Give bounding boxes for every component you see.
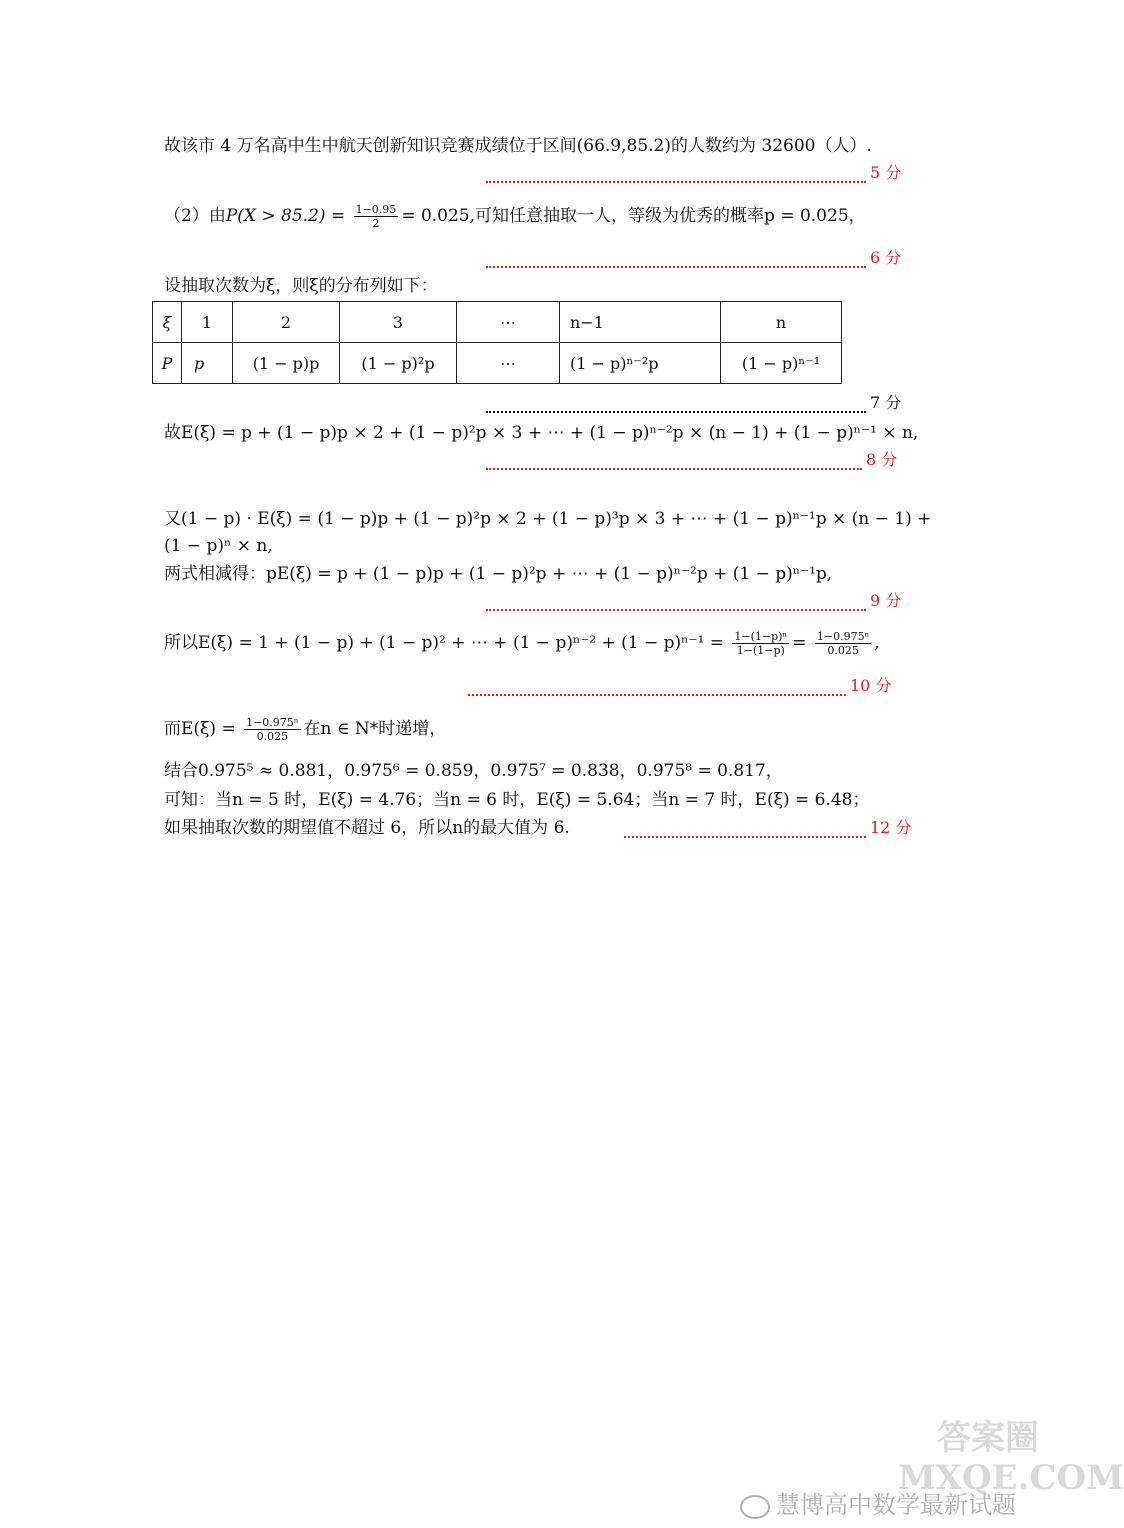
table-cell: 2: [233, 302, 340, 343]
fraction-expectation: $\frac{\text{1−0.975ⁿ}}{0.025}$: [816, 630, 870, 657]
table-cell: 3: [340, 302, 457, 343]
table-cell: (1 − p)²p: [340, 343, 457, 384]
table-cell: n−1: [560, 302, 721, 343]
text-line-12: 如果抽取次数的期望值不超过 6，所以n的最大值为 6.: [164, 818, 570, 838]
score-mark-12: 12 分: [624, 818, 911, 838]
line2-suffix: = 0.025,可知任意抽取一人，等级为优秀的概率p = 0.025，: [401, 206, 866, 226]
watermark-stamp: 答案圈 MXQE.COM: [898, 1418, 1124, 1498]
text-line-4: 故E(ξ) = p + (1 − p)p × 2 + (1 − p)²p × 3 + ⋯ + (1 − p)ⁿ⁻²p × (n − 1) + (1 − p)ⁿ⁻¹ × n,: [164, 423, 919, 443]
score-mark-9: 9 分: [486, 591, 901, 611]
text-line-9: [164, 716, 446, 743]
score-mark-7: 7 分: [486, 393, 901, 413]
score-mark-5: 5 分: [486, 163, 901, 183]
text-line-8: [164, 630, 880, 657]
line9-prefix: 而E(ξ) =: [164, 719, 236, 739]
text-line-10: 结合0.975⁵ ≈ 0.881，0.975⁶ = 0.859，0.975⁷ = 0.838，0.975⁸ = 0.817，: [164, 761, 783, 781]
table-cell: (1 − p)ⁿ⁻¹: [721, 343, 842, 384]
watermark: [740, 1485, 1016, 1520]
table-row-xi: [153, 302, 842, 343]
text-line-1: 故该市 4 万名高中生中航天创新知识竞赛成绩位于区间(66.9,85.2)的人数约为 32600（人）.: [164, 136, 872, 156]
table-cell: P: [153, 343, 182, 384]
line9-suffix: 在n ∈ N*时递增，: [303, 719, 447, 739]
fraction-geometric-sum: $\frac{\text{1−(1−p)ⁿ}}{1-(1-p)}$: [734, 630, 788, 657]
text-line-3: 设抽取次数为ξ，则ξ的分布列如下：: [164, 276, 438, 296]
text-line-6: (1 − p)ⁿ × n,: [164, 536, 273, 556]
fraction-1-minus-095-over-2: $\frac{1-0.95}{2}$: [355, 203, 397, 230]
line8-suffix: ,: [874, 633, 880, 653]
table-cell: (1 − p)p: [233, 343, 340, 384]
line8-prefix: 所以E(ξ) = 1 + (1 − p) + (1 − p)² + ⋯ + (1 − p)ⁿ⁻² + (1 − p)ⁿ⁻¹ =: [164, 633, 724, 653]
text-line-5: 又(1 − p) · E(ξ) = (1 − p)p + (1 − p)²p × 2 + (1 − p)³p × 3 + ⋯ + (1 − p)ⁿ⁻¹p × (n − 1) +: [164, 509, 932, 529]
line2-math: P(X > 85.2) =: [225, 206, 346, 226]
table-cell: ⋯: [457, 302, 560, 343]
line8-equals: =: [792, 633, 807, 653]
table-cell: (1 − p)ⁿ⁻²p: [560, 343, 721, 384]
score-mark-6: 6 分: [486, 248, 901, 268]
table-cell: 1: [182, 302, 233, 343]
distribution-table: [152, 301, 842, 384]
table-cell: n: [721, 302, 842, 343]
line2-prefix: （2）由: [164, 206, 226, 226]
text-line-2: [164, 203, 866, 230]
score-mark-8: 8 分: [486, 450, 897, 470]
text-line-7: 两式相减得：pE(ξ) = p + (1 − p)p + (1 − p)²p + ⋯ + (1 − p)ⁿ⁻²p + (1 − p)ⁿ⁻¹p,: [164, 564, 833, 584]
table-row-p: [153, 343, 842, 384]
table-cell: ⋯: [457, 343, 560, 384]
table-cell: p: [182, 343, 233, 384]
text-line-11: 可知：当n = 5 时，E(ξ) = 4.76；当n = 6 时，E(ξ) = 5.64；当n = 7 时，E(ξ) = 6.48；: [164, 790, 870, 810]
fraction-expectation-2: $\frac{\text{1−0.975ⁿ}}{0.025}$: [246, 716, 299, 743]
wechat-icon: [740, 1495, 770, 1519]
watermark-text: 慧博高中数学最新试题: [776, 1491, 1016, 1519]
table-cell: ξ: [153, 302, 182, 343]
score-mark-10: 10 分: [468, 676, 891, 696]
